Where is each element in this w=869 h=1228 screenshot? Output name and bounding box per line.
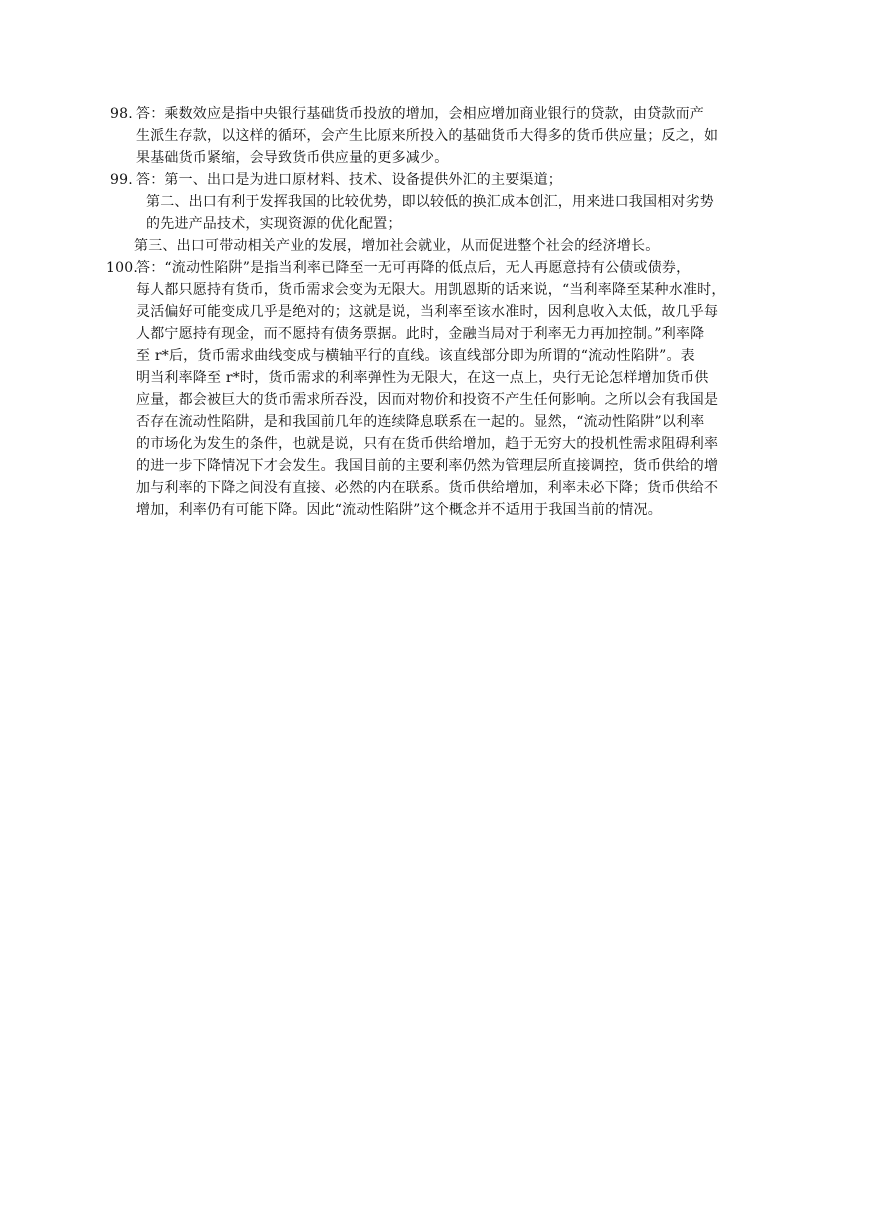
answer-number: 99. xyxy=(110,172,133,188)
answer-number: 98. xyxy=(110,106,133,122)
answer-line: 否存在流动性陷阱，是和我国前几年的连续降息联系在一起的。显然，“流动性陷阱”以利率 xyxy=(136,414,705,430)
answer-line: 的进一步下降情况下才会发生。我国目前的主要利率仍然为管理层所直接调控，货币供给的增 xyxy=(136,458,719,474)
answer-point: 第三、出口可带动相关产业的发展，增加社会就业，从而促进整个社会的经济增长。 xyxy=(134,238,660,254)
answer-line: 的市场化为发生的条件，也就是说，只有在货币供给增加，趋于无穷大的投机性需求阻碍利率 xyxy=(136,436,719,452)
answer-line: 应量，都会被巨大的货币需求所吞没，因而对物价和投资不产生任何影响。之所以会有我国是 xyxy=(136,392,719,408)
answer-line: 人都宁愿持有现金，而不愿持有债务票据。此时，金融当局对于利率无力再加控制。”利率降 xyxy=(136,326,705,342)
answer-line: 灵活偏好可能变成几乎是绝对的；这就是说，当利率至该水准时，因利息收入太低，故几乎每 xyxy=(136,304,719,320)
answer-line: 答：第一、出口是为进口原材料、技术、设备提供外汇的主要渠道； xyxy=(136,172,562,188)
answer-line: 果基础货币紧缩，会导致货币供应量的更多减少。 xyxy=(136,150,449,166)
answer-100 xyxy=(106,257,760,521)
answer-line: 增加，利率仍有可能下降。因此“流动性陷阱”这个概念并不适用于我国当前的情况。 xyxy=(136,502,662,518)
answer-99 xyxy=(110,169,760,257)
answer-number: 100. xyxy=(106,260,138,276)
answers-content xyxy=(106,103,760,521)
answer-line: 每人都只愿持有货币，货币需求会变为无限大。用凯恩斯的话来说，“当利率降至某种水准时， xyxy=(136,282,726,298)
answer-line: 明当利率降至 r*时，货币需求的利率弹性为无限大，在这一点上，央行无论怎样增加货币供 xyxy=(136,370,709,386)
answer-line: 加与利率的下降之间没有直接、必然的内在联系。货币供给增加，利率未必下降；货币供给不 xyxy=(136,480,719,496)
answer-line: 至 r*后，货币需求曲线变成与横轴平行的直线。该直线部分即为所谓的“流动性陷阱”。表 xyxy=(136,348,695,364)
answer-98 xyxy=(110,103,760,169)
answer-line: 答：“流动性陷阱”是指当利率已降至一无可再降的低点后，无人再愿意持有公债或债券， xyxy=(136,260,691,276)
answer-point-continued: 的先进产品技术，实现资源的优化配置； xyxy=(146,216,402,232)
answer-line: 生派生存款，以这样的循环，会产生比原来所投入的基础货币大得多的货币供应量；反之，如 xyxy=(136,128,719,144)
answer-line: 答：乘数效应是指中央银行基础货币投放的增加，会相应增加商业银行的贷款，由贷款而产 xyxy=(136,106,704,122)
answer-point: 第二、出口有利于发挥我国的比较优势，即以较低的换汇成本创汇，用来进口我国相对劣势 xyxy=(146,194,714,210)
